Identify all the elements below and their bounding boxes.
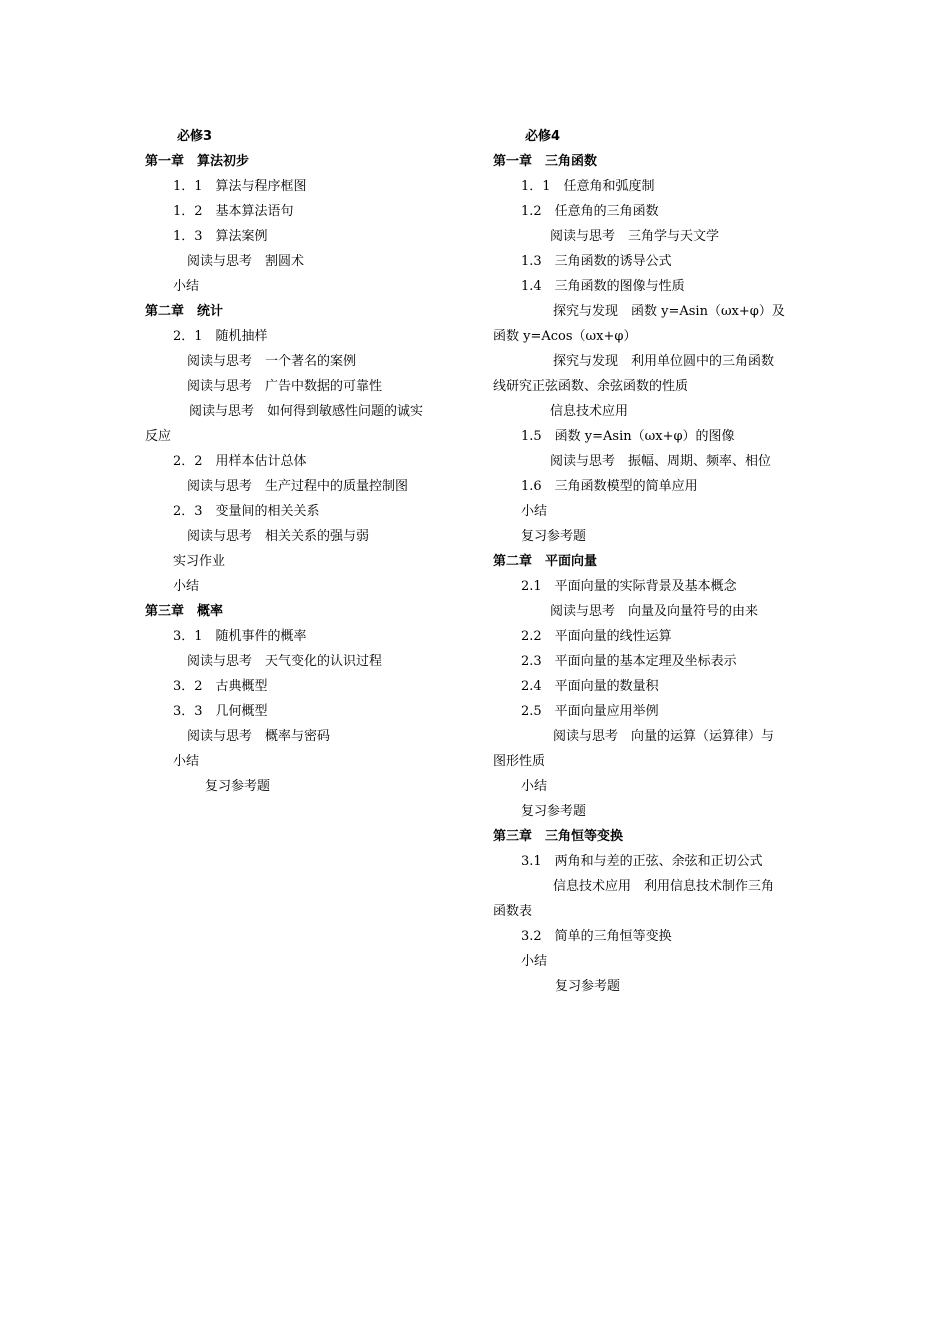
toc-heading: 第二章 统计	[145, 304, 224, 319]
toc-entry: 信息技术应用	[550, 404, 629, 419]
toc-entry: 2．1 随机抽样	[173, 329, 268, 344]
toc-entry: 3.1 两角和与差的正弦、余弦和正切公式	[521, 854, 763, 869]
toc-entry: 1.4 三角函数的图像与性质	[521, 279, 685, 294]
toc-entry: 阅读与思考 相关关系的强与弱	[187, 529, 370, 544]
toc-entry: 探究与发现 函数 y=Asin（ωx+φ）及	[553, 304, 785, 319]
toc-entry: 2.5 平面向量应用举例	[521, 704, 659, 719]
toc-entry: 小结	[173, 579, 200, 594]
toc-entry: 2.2 平面向量的线性运算	[521, 629, 672, 644]
toc-entry: 2.3 平面向量的基本定理及坐标表示	[521, 654, 737, 669]
right-column	[493, 124, 813, 999]
toc-entry: 3.2 简单的三角恒等变换	[521, 929, 672, 944]
toc-entry: 1.3 三角函数的诱导公式	[521, 254, 672, 269]
toc-entry: 1.6 三角函数模型的简单应用	[521, 479, 698, 494]
toc-entry: 1．1 算法与程序框图	[173, 179, 307, 194]
toc-entry: 小结	[521, 504, 548, 519]
toc-entry: 复习参考题	[205, 779, 271, 794]
toc-entry: 图形性质	[493, 754, 546, 769]
toc-entry: 3．1 随机事件的概率	[173, 629, 307, 644]
toc-entry: 复习参考题	[521, 804, 587, 819]
toc-entry: 阅读与思考 广告中数据的可靠性	[187, 379, 383, 394]
toc-entry: 阅读与思考 振幅、周期、频率、相位	[550, 454, 772, 469]
toc-heading: 第一章 三角函数	[493, 154, 598, 169]
toc-entry: 函数表	[493, 904, 533, 919]
toc-entry: 阅读与思考 向量及向量符号的由来	[550, 604, 759, 619]
toc-entry: 小结	[521, 954, 548, 969]
toc-entry: 阅读与思考 如何得到敏感性问题的诚实	[189, 404, 424, 419]
toc-entry: 小结	[521, 779, 548, 794]
toc-entry: 阅读与思考 向量的运算（运算律）与	[553, 729, 775, 744]
toc-entry: 阅读与思考 生产过程中的质量控制图	[187, 479, 409, 494]
left-column	[145, 124, 465, 799]
toc-entry: 1．2 基本算法语句	[173, 204, 294, 219]
toc-heading: 必修3	[177, 129, 213, 144]
toc-entry: 阅读与思考 概率与密码	[187, 729, 331, 744]
toc-entry: 函数 y=Acos（ωx+φ）	[493, 329, 637, 344]
toc-entry: 3．2 古典概型	[173, 679, 268, 694]
toc-entry: 阅读与思考 一个著名的案例	[187, 354, 357, 369]
toc-heading: 第三章 概率	[145, 604, 224, 619]
toc-entry: 阅读与思考 三角学与天文学	[550, 229, 720, 244]
toc-entry: 1．1 任意角和弧度制	[521, 179, 655, 194]
toc-entry: 2．2 用样本估计总体	[173, 454, 307, 469]
toc-entry: 探究与发现 利用单位圆中的三角函数	[553, 354, 775, 369]
toc-heading: 第二章 平面向量	[493, 554, 598, 569]
toc-entry: 阅读与思考 割圆术	[187, 254, 305, 269]
toc-entry: 实习作业	[173, 554, 226, 569]
toc-heading: 必修4	[525, 129, 561, 144]
toc-entry: 1.5 函数 y=Asin（ωx+φ）的图像	[521, 429, 735, 444]
toc-entry: 1.2 任意角的三角函数	[521, 204, 659, 219]
toc-entry: 小结	[173, 279, 200, 294]
toc-entry: 线研究正弦函数、余弦函数的性质	[493, 379, 689, 394]
toc-heading: 第一章 算法初步	[145, 154, 250, 169]
toc-entry: 信息技术应用 利用信息技术制作三角	[553, 879, 775, 894]
toc-entry: 2.4 平面向量的数量积	[521, 679, 659, 694]
toc-entry: 小结	[173, 754, 200, 769]
toc-entry: 3．3 几何概型	[173, 704, 268, 719]
toc-heading: 第三章 三角恒等变换	[493, 829, 624, 844]
toc-entry: 阅读与思考 天气变化的认识过程	[187, 654, 383, 669]
toc-entry: 复习参考题	[521, 529, 587, 544]
toc-entry: 反应	[145, 429, 172, 444]
toc-entry: 2．3 变量间的相关关系	[173, 504, 320, 519]
toc-entry: 1．3 算法案例	[173, 229, 268, 244]
toc-entry: 2.1 平面向量的实际背景及基本概念	[521, 579, 737, 594]
toc-entry: 复习参考题	[555, 979, 621, 994]
